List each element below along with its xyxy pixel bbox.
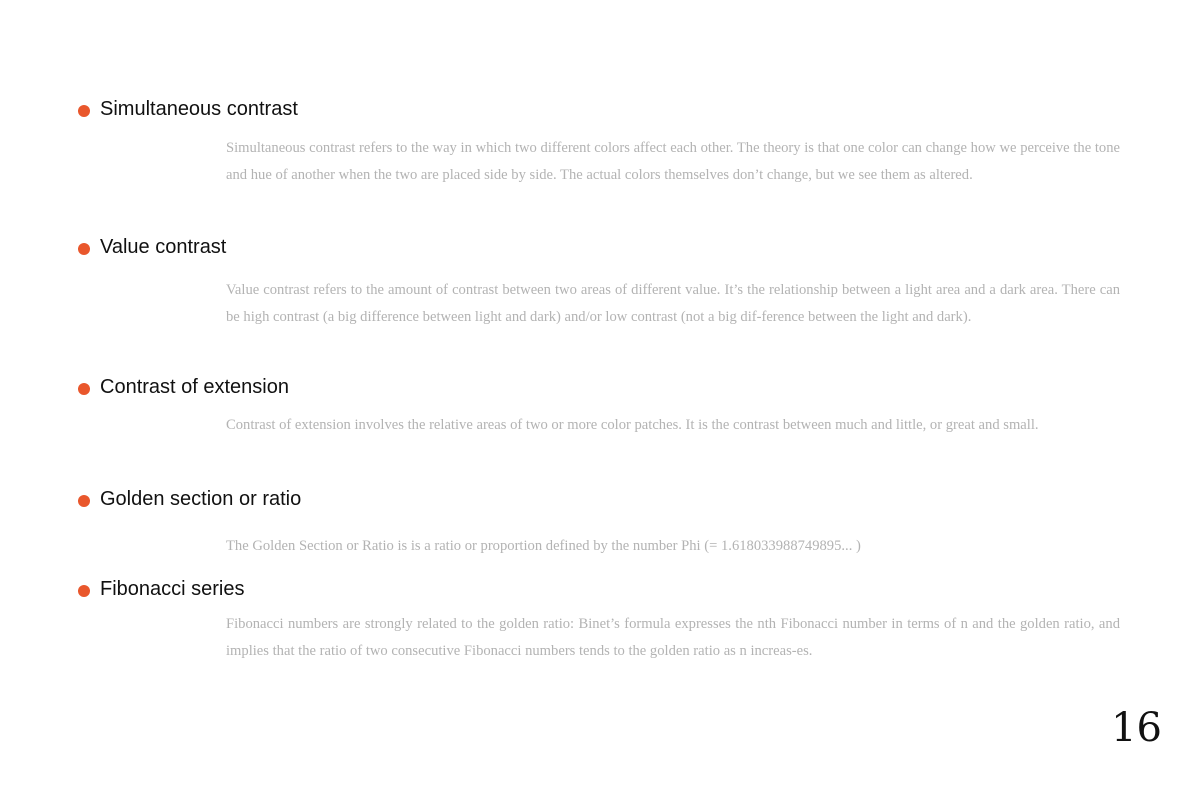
bullet-icon (78, 383, 90, 395)
section-heading: Contrast of extension (100, 376, 289, 398)
section-body: Simultaneous contrast refers to the way in which two different colors affect each other. The theory is that one color can change how we perceive the tone and hue of another when the two are placed side by side. The actual colors themselves don’t change, but we see them as altered. (226, 140, 1120, 183)
bullet-icon (78, 243, 90, 255)
section-heading: Fibonacci series (100, 578, 245, 600)
section-heading: Value contrast (100, 236, 227, 258)
bullet-icon (78, 105, 90, 117)
section-heading: Golden section or ratio (100, 488, 302, 510)
bullet-icon (78, 585, 90, 597)
page-number: 16 (1111, 705, 1162, 751)
bullet-icon (78, 495, 90, 507)
section-body: Value contrast refers to the amount of contrast between two areas of different value. It’s the relationship between a light area and a dark area. There can be high contrast (a big difference between light and dark) and/or low contrast (not a big dif-ference between the light and dark). (226, 282, 1120, 325)
section-heading: Simultaneous contrast (100, 98, 298, 120)
section-body: Contrast of extension involves the relative areas of two or more color patches. It is the contrast between much and little, or great and small. (226, 417, 1039, 433)
section-body: Fibonacci numbers are strongly related to the golden ratio: Binet’s formula expresses the nth Fibonacci number in terms of n and the golden ratio, and implies that the ratio of two consecutive Fibonacci numbers tends to the golden ratio as n increas-es. (226, 616, 1120, 659)
section-body: The Golden Section or Ratio is is a ratio or proportion defined by the number Phi (= 1.618033988749895... ) (226, 538, 861, 554)
